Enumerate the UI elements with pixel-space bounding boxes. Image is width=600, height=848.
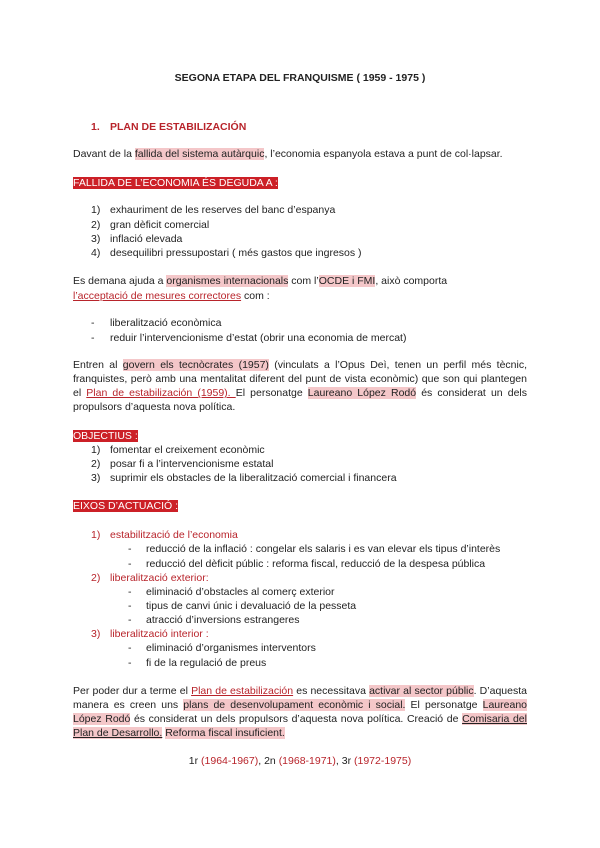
text-run: Es demana ajuda a — [73, 275, 167, 287]
dash-bullet: - — [128, 586, 132, 598]
text-run: , això comporta — [375, 275, 448, 287]
text-run: , l’economia espanyola estava a punt de col·lapsar. — [264, 148, 503, 160]
paragraph-tecnocrates — [73, 358, 527, 414]
highlight-organismes: organismes internacionals — [166, 275, 289, 287]
underlined-plan: Plan de estabilización — [191, 685, 294, 697]
list-number: 1) — [91, 529, 101, 541]
paragraph-ajuda-line2 — [73, 289, 270, 303]
highlight-sector-public: activar al sector públic — [369, 685, 474, 697]
highlight-comisaria: Comisaria del Plan de Desarrollo. — [73, 713, 527, 739]
list-item: fomentar el creixement econòmic — [110, 444, 265, 456]
list-number: 1) — [91, 444, 101, 456]
text-run: és considerat un dels propulsors d’aquesta nova política. — [73, 387, 527, 413]
paragraph-desenvolupament — [73, 684, 527, 740]
dash-bullet: - — [128, 657, 132, 669]
dash-bullet: - — [128, 558, 132, 570]
dash-bullet: - — [128, 600, 132, 612]
sub-item: reducció del dèficit públic : reforma fiscal, reducció de la despesa pública — [146, 558, 486, 570]
list-item: reduir l’intervencionisme d’estat (obrir una economia de mercat) — [110, 332, 407, 344]
list-item: desequilibri pressupostari ( més gastos que ingresos ) — [110, 247, 362, 259]
list-item: posar fi a l’intervencionisme estatal — [110, 458, 274, 470]
section-number: 1. — [91, 121, 100, 133]
dash-bullet: - — [128, 642, 132, 654]
text-run: és considerat un dels propulsors d’aquesta nova política. Creació de — [130, 713, 463, 725]
text-run: es necessitava — [293, 685, 370, 697]
highlight-tecnocrates: govern els tecnòcrates (1957) — [122, 359, 269, 371]
text-run: , 2n — [258, 755, 279, 767]
list-item: gran dèficit comercial — [110, 219, 210, 231]
paragraph-intro — [73, 147, 527, 161]
list-number: 1) — [91, 204, 101, 216]
sub-item: tipus de canvi únic i devaluació de la pesseta — [146, 600, 357, 612]
highlight-ocde-fmi: OCDE i FMI — [318, 275, 376, 287]
text-run: (vinculats a l’Opus Deì, tenen un perfil més tècnic, franquistes, però amb una mentalitat diferent del punt de vista econòmic) que son qui plantegen el — [73, 359, 528, 399]
eixos-heading — [73, 499, 178, 513]
highlight-reforma-fiscal: Reforma fiscal insuficient. — [165, 727, 285, 739]
list-item: inflació elevada — [110, 233, 183, 245]
list-number: 3) — [91, 472, 101, 484]
list-number: 2) — [91, 458, 101, 470]
list-item: liberalització econòmica — [110, 317, 222, 329]
text-run: Davant de la — [73, 148, 135, 160]
text-run: com : — [241, 290, 270, 302]
underlined-plan: Plan de estabilización (1959). — [86, 387, 236, 399]
sub-item: atracció d’inversions estrangeres — [146, 614, 300, 626]
text-run: . D’aquesta manera es creen uns — [73, 685, 527, 711]
paragraph-ajuda — [73, 274, 447, 288]
sub-item: eliminació d’obstacles al comerç exterior — [146, 586, 335, 598]
list-number: 3) — [91, 628, 101, 640]
dash-bullet: - — [91, 332, 95, 344]
list-number: 2) — [91, 219, 101, 231]
sub-item: reducció de la inflació : congelar els salaris i es van elevar els tipus d’interès — [146, 543, 501, 555]
plan-periods — [0, 754, 600, 768]
text-run: Per poder dur a terme el — [73, 685, 192, 697]
text-run: , 3r — [335, 755, 354, 767]
objectius-heading-label: OBJECTIUS : — [73, 430, 138, 442]
dash-bullet: - — [128, 614, 132, 626]
text-run: com l’ — [288, 275, 319, 287]
eixos-heading-label: EIXOS D’ACTUACIÓ : — [73, 500, 179, 512]
eix-title: liberalització exterior: — [110, 572, 209, 584]
highlight-lopez-rodo: Laureano López Rodó — [73, 699, 527, 725]
sub-item: fi de la regulació de preus — [146, 657, 267, 669]
list-number: 2) — [91, 572, 101, 584]
underlined-mesures: l’acceptació de mesures correctores — [73, 290, 242, 302]
list-number: 3) — [91, 233, 101, 245]
highlight-lopez-rodo: Laureano López Rodó — [307, 387, 417, 399]
dash-bullet: - — [91, 317, 95, 329]
text-run: El personatge — [405, 699, 483, 711]
page-title: SEGONA ETAPA DEL FRANQUISME ( 1959 - 1975 ) — [174, 72, 426, 84]
period-2: (1968-1971) — [278, 755, 336, 767]
text-run: 1r — [188, 755, 202, 767]
period-3: (1972-1975) — [354, 755, 412, 767]
section-title: PLAN DE ESTABILIZACIÓN — [110, 121, 247, 133]
highlight-plans: plans de desenvolupament econòmic i social. — [183, 699, 406, 711]
fallida-heading — [73, 176, 278, 190]
list-item: suprimir els obstacles de la liberalització comercial i financera — [110, 472, 397, 484]
eix-title: estabilització de l’economia — [110, 529, 238, 541]
objectius-heading — [73, 429, 138, 443]
eix-title: liberalització interior : — [110, 628, 209, 640]
fallida-heading-label: FALLIDA DE L’ECONOMIA ÉS DEGUDA A : — [73, 177, 278, 189]
highlight-autarquic: fallida del sistema autàrquic — [134, 148, 265, 160]
period-1: (1964-1967) — [201, 755, 259, 767]
section-heading — [91, 120, 246, 134]
text-run: Entren al — [73, 359, 123, 371]
list-number: 4) — [91, 247, 101, 259]
sub-item: eliminació d’organismes interventors — [146, 642, 316, 654]
list-item: exhauriment de les reserves del banc d’espanya — [110, 204, 336, 216]
dash-bullet: - — [128, 543, 132, 555]
text-run: El personatge — [235, 387, 308, 399]
